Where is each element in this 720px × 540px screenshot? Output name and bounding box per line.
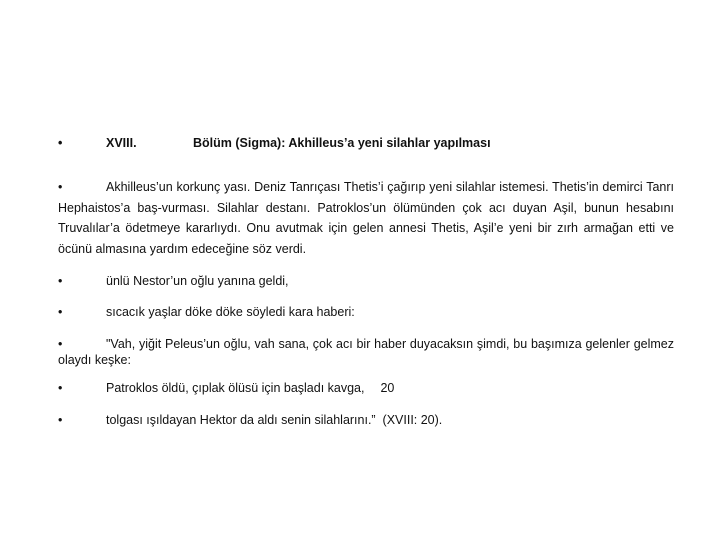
summary-text: Akhilleus’un korkunç yası. Deniz Tanrıçası Thetis’i çağırıp yeni silahlar istemesi. Thetis’in demirci Tanrı Hephaistos’a baş-vurması. Silahlar destanı. Patroklos’un ölümünden çok acı duyan Aşil, bunun hesabını Truvalılar’a ödetmeye kararlıydı. Onu avutmak için gelen annesi Thetis, Aşil’e yeni bir zırh armağan etti ve öcünü almasına yardım edeceğine söz verdi. [58,180,674,257]
bullet: • [58,136,63,150]
verse-text: "Vah, yiğit Peleus’un oğlu, vah sana, çok acı bir haber duyacaksın şimdi, bu başımıza gelenler gelmez olaydı keşke: [58,337,674,367]
verse-line [58,336,674,368]
verse-line [58,413,442,427]
bullet: • [58,180,63,194]
verse-text: ünlü Nestor’un oğlu yanına geldi, [106,274,289,288]
bullet: • [58,413,63,427]
verse-text: tolgası ışıldayan Hektor da aldı senin silahlarını.” (XVIII: 20). [106,413,443,427]
summary-paragraph [58,177,674,260]
bullet: • [58,274,63,288]
bullet: • [58,337,63,351]
verse-line [58,381,394,395]
verse-text: Patroklos öldü, çıplak ölüsü için başladı kavga, [106,381,365,395]
title-text: Bölüm (Sigma): Akhilleus’a yeni silahlar yapılması [193,136,491,150]
section-title [58,136,491,150]
bullet: • [58,305,63,319]
line-number: 20 [380,381,395,395]
verse-text: sıcacık yaşlar döke döke söyledi kara haberi: [106,305,355,319]
book-number: XVIII. [106,136,137,150]
verse-line [58,274,289,288]
verse-line [58,305,355,319]
bullet: • [58,381,63,395]
